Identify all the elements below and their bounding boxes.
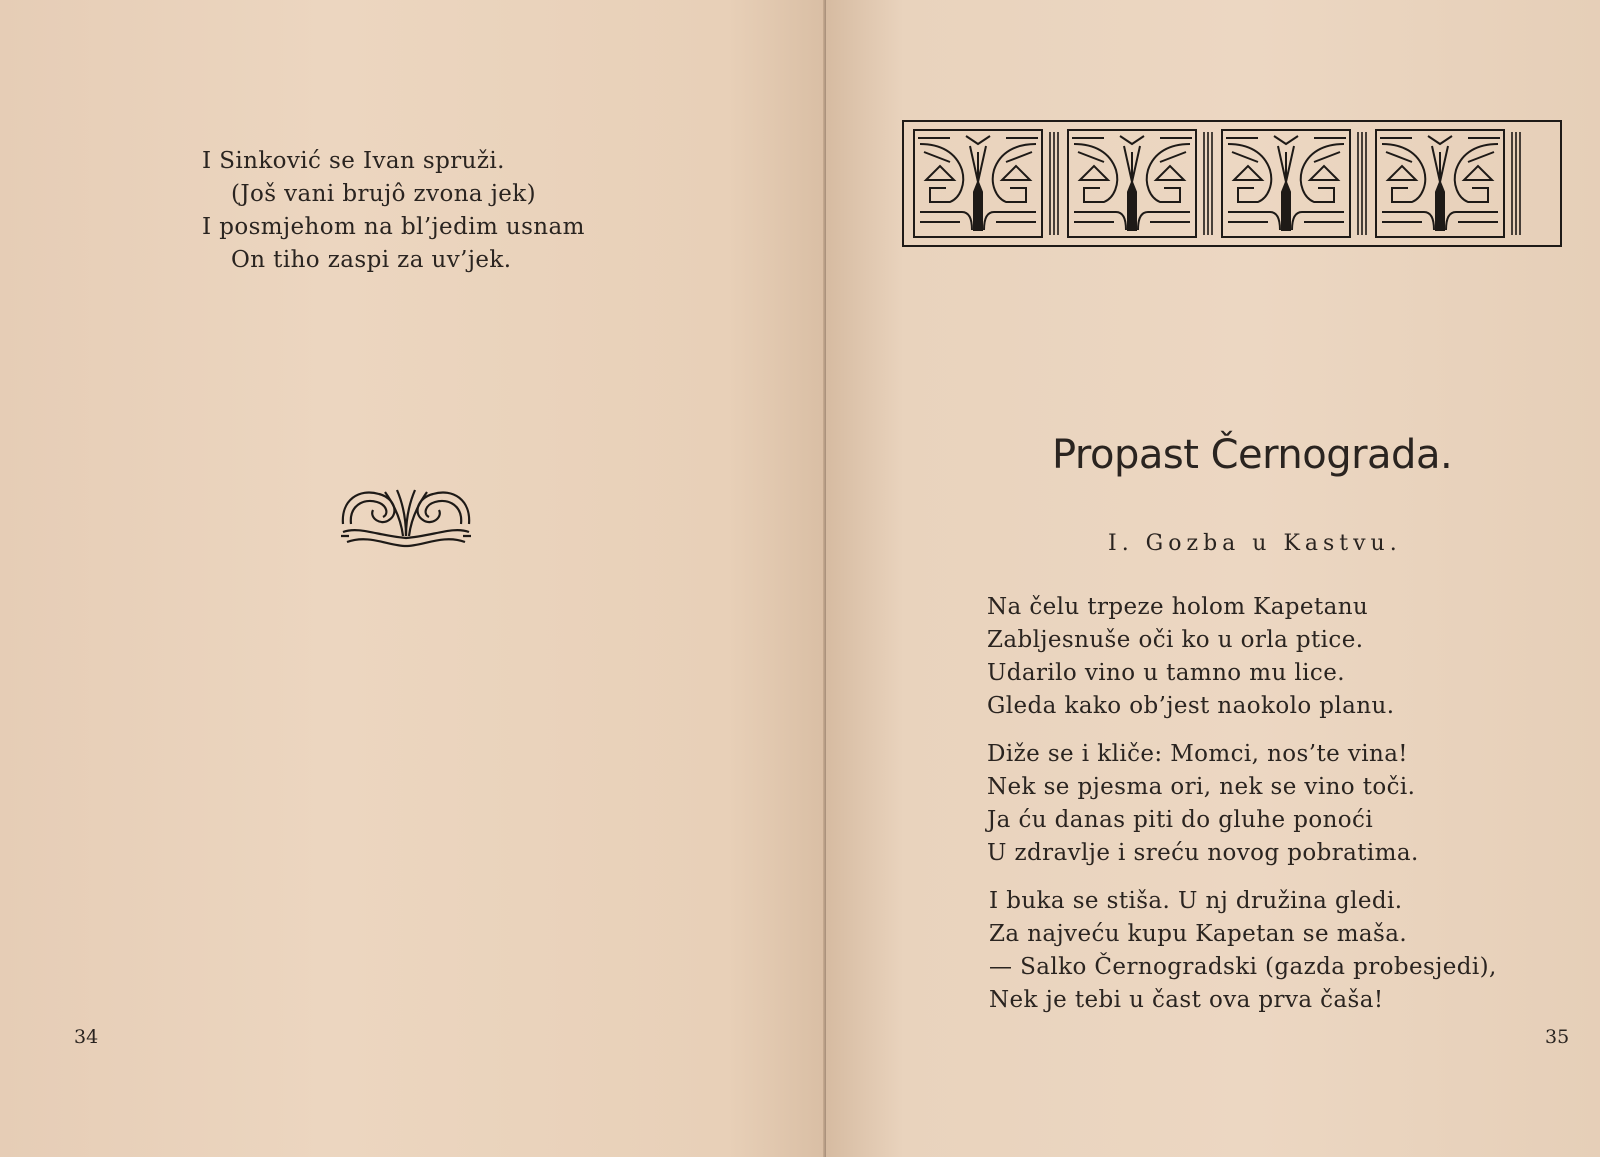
verse-line: Diže se i kliče: Momci, nos’te vina! bbox=[987, 741, 1408, 767]
section-heading: I. Gozba u Kastvu. bbox=[1108, 531, 1402, 556]
stanza-1 bbox=[987, 591, 1394, 723]
left-stanza bbox=[202, 145, 585, 277]
floral-vignette-ornament bbox=[339, 480, 473, 550]
verse-line: On tiho zaspi za uv’jek. bbox=[231, 247, 512, 273]
verse-line: Nek se pjesma ori, nek se vino toči. bbox=[987, 774, 1416, 800]
poem-title: Propast Černograda. bbox=[1052, 432, 1453, 478]
verse-line: U zdravlje i sreću novog pobratima. bbox=[987, 840, 1419, 866]
stanza-3 bbox=[989, 885, 1497, 1017]
verse-line: Udarilo vino u tamno mu lice. bbox=[987, 660, 1345, 686]
verse-line: Zabljesnuše oči ko u orla ptice. bbox=[987, 627, 1364, 653]
stanza-2 bbox=[987, 738, 1419, 870]
page-number-right: 35 bbox=[1545, 1026, 1570, 1048]
verse-line: Nek je tebi u čast ova prva čaša! bbox=[989, 987, 1384, 1013]
page-number-left: 34 bbox=[74, 1026, 99, 1048]
verse-line: Ja ću danas piti do gluhe ponoći bbox=[987, 807, 1374, 833]
verse-line: I Sinković se Ivan spruži. bbox=[202, 148, 505, 174]
header-ornament-band bbox=[902, 120, 1562, 247]
verse-line: Gleda kako ob’jest naokolo planu. bbox=[987, 693, 1395, 719]
verse-line: Na čelu trpeze holom Kapetanu bbox=[987, 594, 1369, 620]
verse-line: — Salko Černogradski (gazda probesjedi), bbox=[989, 954, 1497, 980]
verse-line: (Još vani brujô zvona jek) bbox=[231, 181, 537, 207]
verse-line: I buka se stiša. U nj družina gledi. bbox=[989, 888, 1403, 914]
verse-line: Za najveću kupu Kapetan se maša. bbox=[989, 921, 1408, 947]
verse-line: I posmjehom na bl’jedim usnam bbox=[202, 214, 585, 240]
